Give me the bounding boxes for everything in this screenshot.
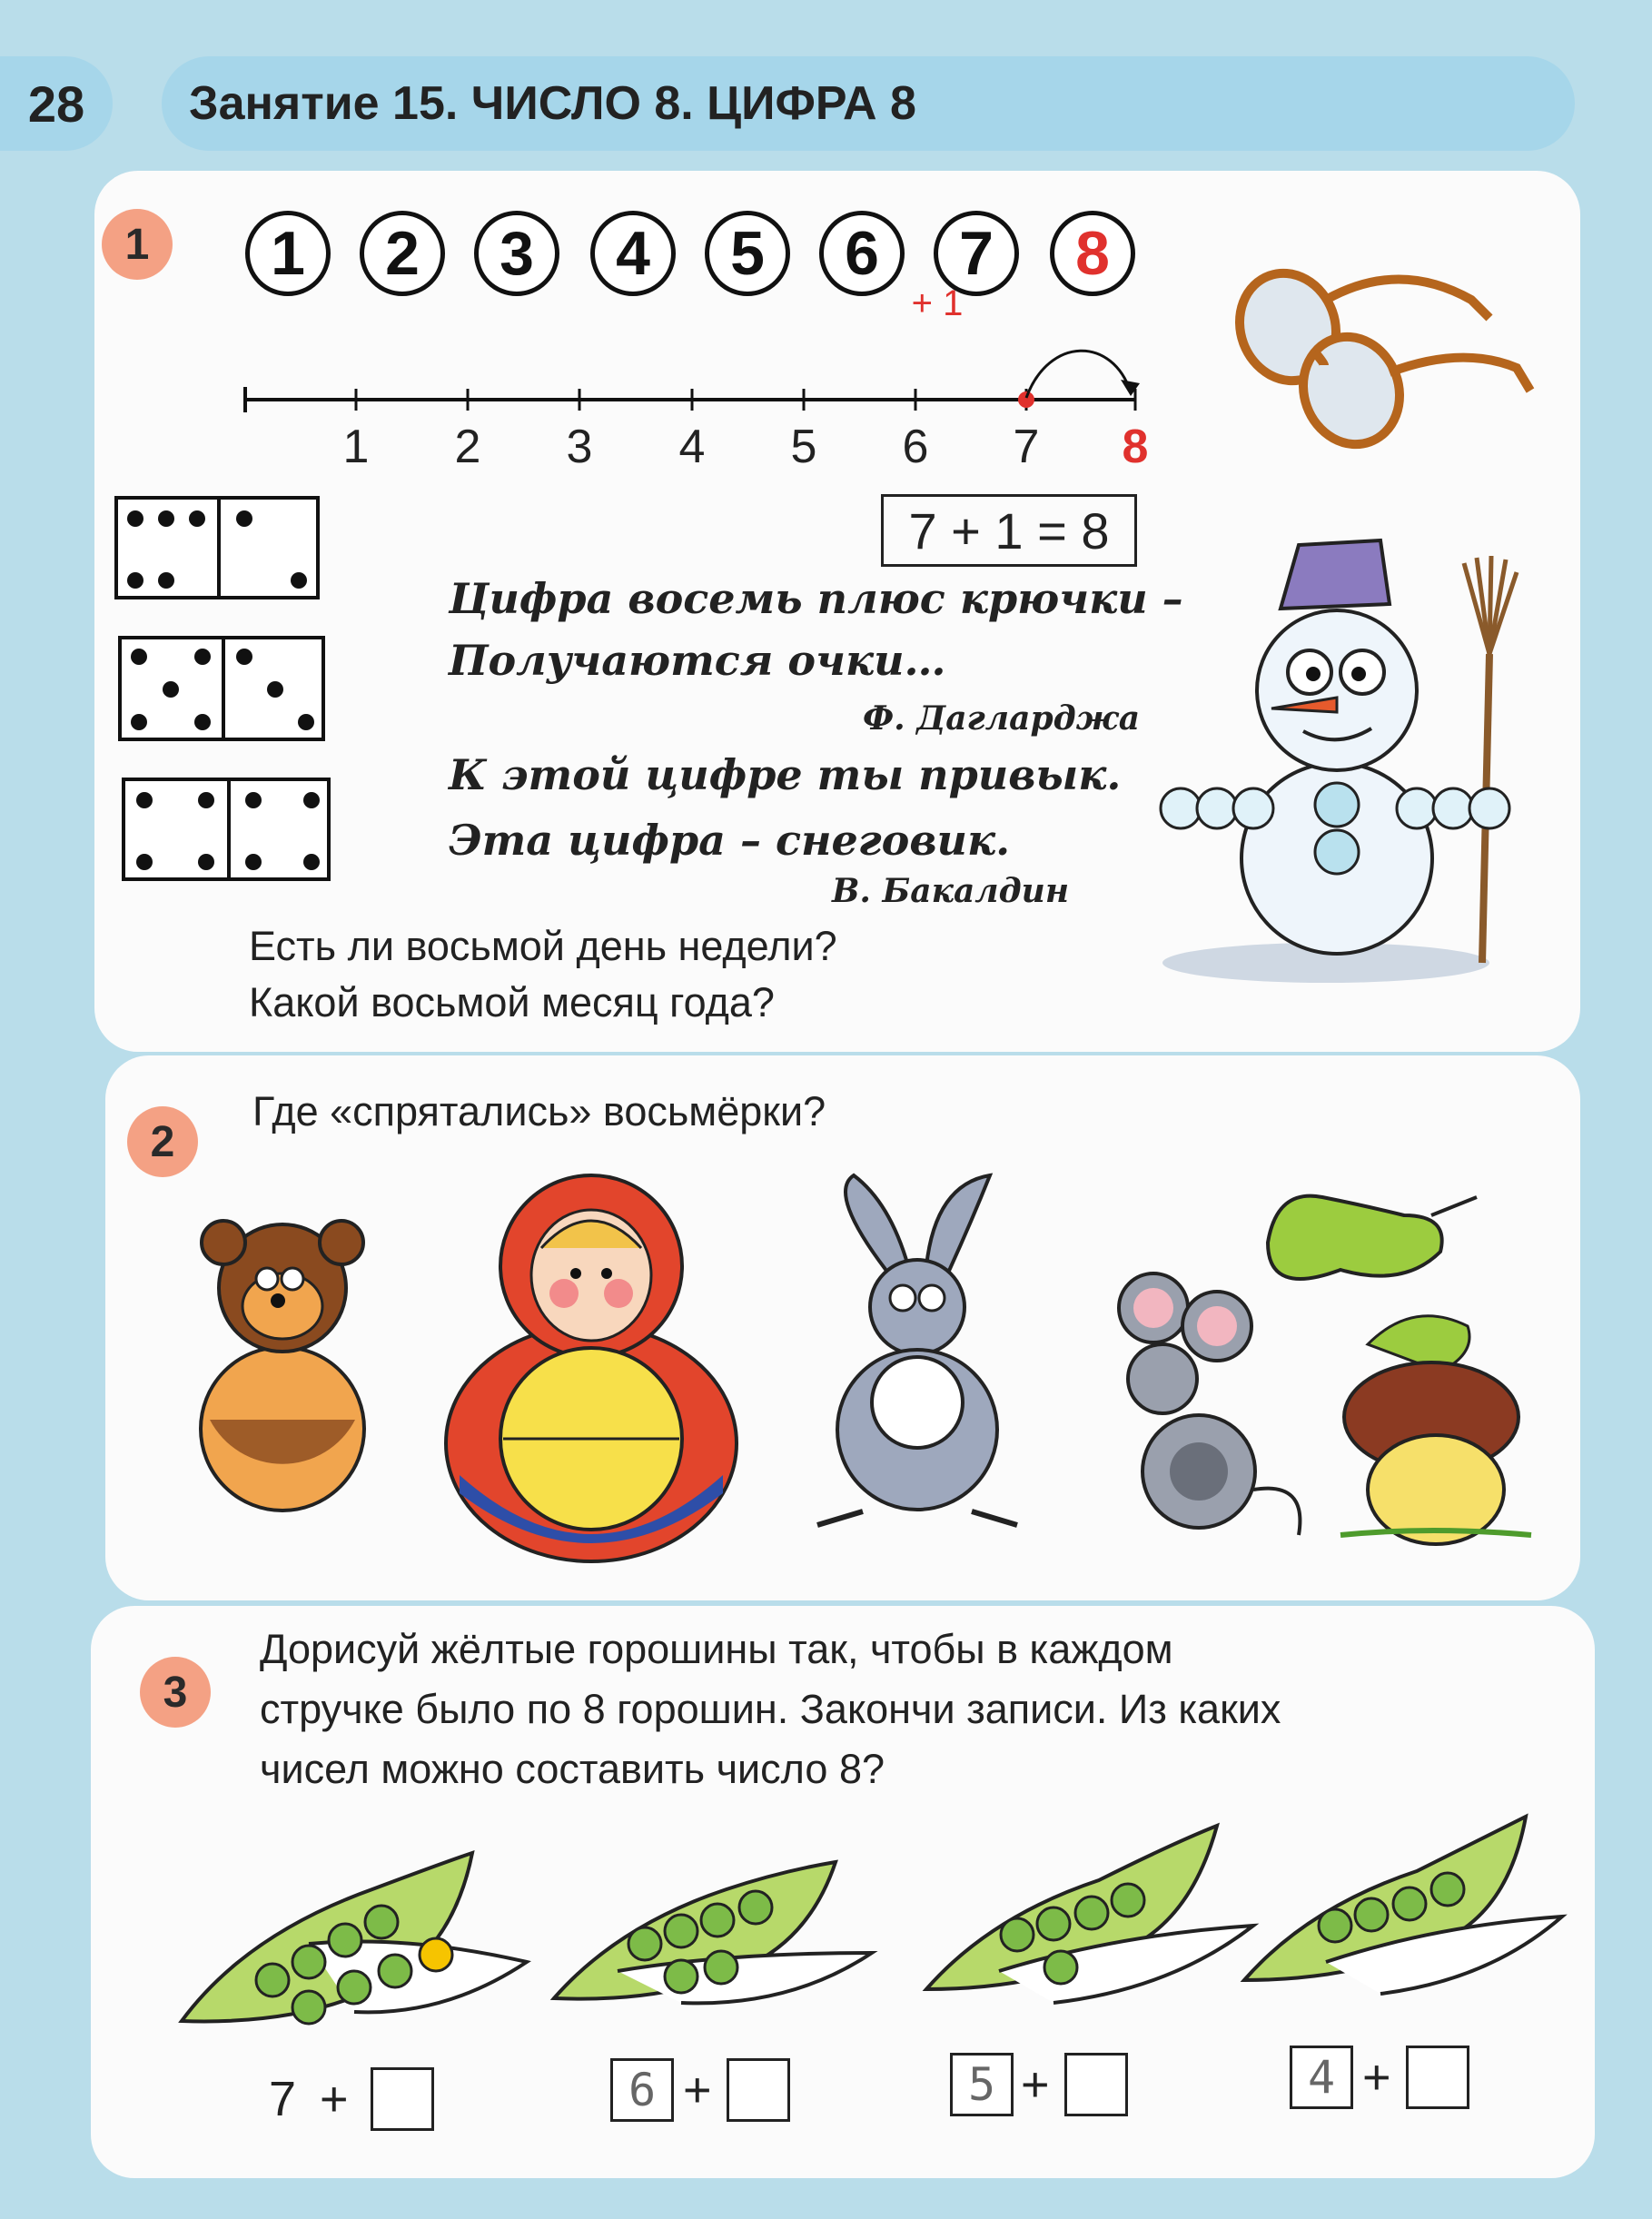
equation-box: 7 + 1 = 8 xyxy=(881,494,1137,567)
poem1-line1: Цифра восемь плюс крючки – xyxy=(449,574,1183,623)
lesson-title-bar xyxy=(162,56,1575,151)
task3-line1: Дорисуй жёлтые горошины так, чтобы в каждом xyxy=(260,1626,1173,1672)
task3-line3: чисел можно составить число 8? xyxy=(260,1746,885,1792)
poem2-line1: К этой цифре ты привык. xyxy=(449,750,1122,799)
plus-sign: + xyxy=(320,2072,349,2126)
answer-box-4[interactable] xyxy=(1406,2046,1469,2109)
circled-number-6: 6 xyxy=(819,211,905,296)
mushroom-illustration xyxy=(1331,1308,1540,1553)
answer-box-3[interactable] xyxy=(1064,2053,1128,2116)
expression-2-first: 6 xyxy=(610,2058,674,2122)
domino-5-1 xyxy=(114,496,320,599)
snowman-illustration xyxy=(1144,536,1526,990)
poem2-line2: Эта цифра – снеговик. xyxy=(449,816,1011,865)
question-eighth-month: Какой восьмой месяц года? xyxy=(249,979,775,1025)
matryoshka-illustration xyxy=(441,1166,741,1566)
poem1-line2: Получаются очки… xyxy=(449,636,946,685)
domino-5-3 xyxy=(118,636,325,741)
mouse-illustration xyxy=(1099,1263,1317,1553)
expression-1-first: 7 xyxy=(269,2072,297,2126)
domino-4-4 xyxy=(122,778,331,881)
pea-pod-1 xyxy=(173,1835,536,2053)
tick-label-4: 4 xyxy=(678,421,706,473)
pea-pod-3 xyxy=(917,1808,1262,2026)
tick-label-7: 7 xyxy=(1013,421,1040,473)
step-label: + 1 xyxy=(911,283,964,323)
number-line-start-dot xyxy=(1018,391,1034,408)
task1-badge: 1 xyxy=(102,209,173,280)
jump-arc xyxy=(1026,351,1131,398)
circled-number-3: 3 xyxy=(474,211,559,296)
pear-illustration xyxy=(1250,1179,1486,1306)
number-line xyxy=(236,300,1144,427)
circled-number-2: 2 xyxy=(360,211,445,296)
tick-label-5: 5 xyxy=(790,421,817,473)
pea-pod-4 xyxy=(1235,1798,1571,2016)
tick-label-3: 3 xyxy=(566,421,593,473)
circled-number-4: 4 xyxy=(590,211,676,296)
plus-sign: + xyxy=(1362,2050,1391,2105)
poem2-author: В. Бакалдин xyxy=(832,872,1070,910)
expression-4-first: 4 xyxy=(1290,2046,1353,2109)
answer-box-1[interactable] xyxy=(371,2067,434,2131)
bear-illustration xyxy=(187,1206,378,1515)
tick-label-6: 6 xyxy=(902,421,929,473)
answer-box-2[interactable] xyxy=(727,2058,790,2122)
plus-sign: + xyxy=(1021,2057,1050,2112)
circled-number-1: 1 xyxy=(245,211,331,296)
poem1-author: Ф. Дагларджа xyxy=(863,699,1141,738)
tick-label-2: 2 xyxy=(454,421,481,473)
circled-number-5: 5 xyxy=(705,211,790,296)
task3-badge: 3 xyxy=(140,1657,211,1728)
tick-label-8: 8 xyxy=(1122,421,1149,473)
circled-number-8: 8 xyxy=(1050,211,1135,296)
task2-badge: 2 xyxy=(127,1106,198,1177)
hare-illustration xyxy=(790,1166,1063,1548)
lesson-title: Занятие 15. ЧИСЛО 8. ЦИФРА 8 xyxy=(189,77,916,130)
page-number: 28 xyxy=(0,56,113,151)
task2-question: Где «спрятались» восьмёрки? xyxy=(252,1088,826,1134)
task3-line2: стручке было по 8 горошин. Закончи записи. Из каких xyxy=(260,1686,1281,1732)
question-eighth-day: Есть ли восьмой день недели? xyxy=(249,923,837,969)
expression-3-first: 5 xyxy=(950,2053,1014,2116)
circled-number-7: 7 xyxy=(934,211,1019,296)
plus-sign: + xyxy=(683,2063,712,2117)
glasses-illustration xyxy=(1217,263,1544,463)
tick-label-1: 1 xyxy=(342,421,370,473)
pea-pod-2 xyxy=(545,1844,890,2044)
